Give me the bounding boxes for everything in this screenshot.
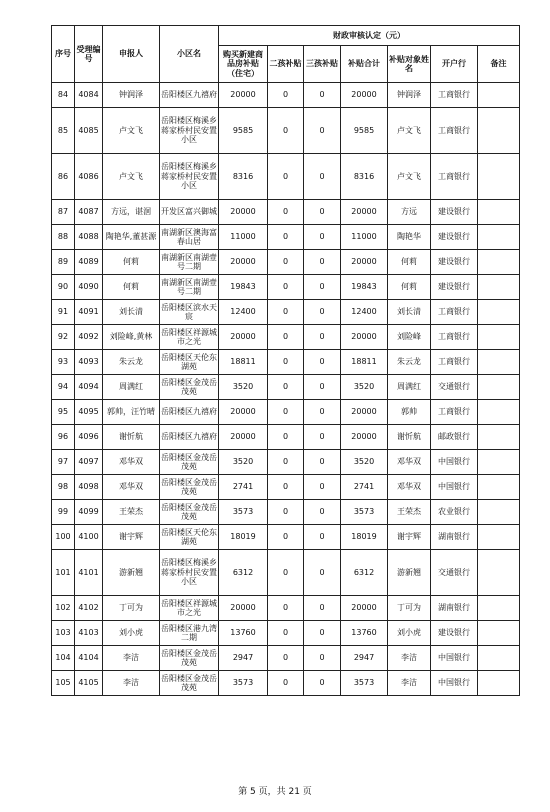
cell-remark	[478, 475, 520, 500]
cell-accept-no: 4096	[75, 425, 103, 450]
table-row	[52, 325, 520, 350]
page-footer: 第 5 页，共 21 页	[238, 787, 312, 797]
table-row	[52, 550, 520, 596]
cell-seq: 93	[52, 350, 75, 375]
cell-accept-no: 4105	[75, 671, 103, 696]
cell-second-child: 0	[268, 225, 304, 250]
cell-recipient: 李洁	[388, 646, 431, 671]
table-row	[52, 525, 520, 550]
cell-third-child: 0	[304, 425, 341, 450]
cell-recipient: 邓华双	[388, 450, 431, 475]
cell-total: 2741	[341, 475, 388, 500]
cell-seq: 91	[52, 300, 75, 325]
cell-accept-no: 4090	[75, 275, 103, 300]
cell-remark	[478, 325, 520, 350]
cell-recipient: 卢文飞	[388, 108, 431, 154]
header-second-child: 二孩补贴	[268, 46, 304, 83]
table-row	[52, 621, 520, 646]
cell-community: 岳阳楼区九禧府	[160, 400, 219, 425]
cell-bank: 工商银行	[431, 154, 478, 200]
cell-remark	[478, 425, 520, 450]
cell-total: 2947	[341, 646, 388, 671]
cell-house-subsidy: 11000	[219, 225, 268, 250]
cell-applicant: 邓华双	[103, 475, 160, 500]
cell-total: 11000	[341, 225, 388, 250]
cell-community: 岳阳楼区金茂岳茂苑	[160, 671, 219, 696]
cell-second-child: 0	[268, 375, 304, 400]
cell-bank: 交通银行	[431, 375, 478, 400]
cell-seq: 104	[52, 646, 75, 671]
header-applicant: 申报人	[103, 26, 160, 83]
cell-applicant: 游新翘	[103, 550, 160, 596]
cell-total: 3520	[341, 375, 388, 400]
cell-second-child: 0	[268, 475, 304, 500]
cell-seq: 92	[52, 325, 75, 350]
header-accept-no: 受理编号	[75, 26, 103, 83]
cell-accept-no: 4099	[75, 500, 103, 525]
cell-third-child: 0	[304, 621, 341, 646]
cell-house-subsidy: 18019	[219, 525, 268, 550]
cell-accept-no: 4088	[75, 225, 103, 250]
header-community: 小区名	[160, 26, 219, 83]
cell-total: 20000	[341, 83, 388, 108]
cell-accept-no: 4095	[75, 400, 103, 425]
cell-recipient: 游新翘	[388, 550, 431, 596]
cell-total: 20000	[341, 596, 388, 621]
cell-third-child: 0	[304, 646, 341, 671]
cell-recipient: 朱云龙	[388, 350, 431, 375]
cell-recipient: 卢文飞	[388, 154, 431, 200]
cell-bank: 中国银行	[431, 646, 478, 671]
cell-seq: 98	[52, 475, 75, 500]
cell-bank: 工商银行	[431, 350, 478, 375]
cell-bank: 中国银行	[431, 450, 478, 475]
cell-accept-no: 4092	[75, 325, 103, 350]
cell-bank: 建设银行	[431, 621, 478, 646]
cell-total: 20000	[341, 425, 388, 450]
cell-house-subsidy: 2741	[219, 475, 268, 500]
cell-seq: 103	[52, 621, 75, 646]
cell-accept-no: 4104	[75, 646, 103, 671]
cell-community: 岳阳楼区梅溪乡蒋家桥村民安置小区	[160, 550, 219, 596]
cell-seq: 102	[52, 596, 75, 621]
cell-seq: 86	[52, 154, 75, 200]
cell-applicant: 卢文飞	[103, 108, 160, 154]
cell-bank: 中国银行	[431, 671, 478, 696]
cell-accept-no: 4100	[75, 525, 103, 550]
cell-seq: 100	[52, 525, 75, 550]
cell-community: 开发区富兴御城	[160, 200, 219, 225]
table-header	[52, 26, 520, 83]
cell-community: 岳阳楼区金茂岳茂苑	[160, 450, 219, 475]
cell-third-child: 0	[304, 596, 341, 621]
cell-bank: 湖南银行	[431, 596, 478, 621]
cell-bank: 交通银行	[431, 550, 478, 596]
table-row	[52, 400, 520, 425]
cell-bank: 建设银行	[431, 275, 478, 300]
cell-recipient: 谢忻航	[388, 425, 431, 450]
header-remark: 备注	[478, 46, 520, 83]
cell-house-subsidy: 8316	[219, 154, 268, 200]
cell-house-subsidy: 6312	[219, 550, 268, 596]
cell-remark	[478, 450, 520, 475]
cell-applicant: 卢文飞	[103, 154, 160, 200]
cell-bank: 工商银行	[431, 325, 478, 350]
cell-second-child: 0	[268, 525, 304, 550]
cell-accept-no: 4084	[75, 83, 103, 108]
cell-recipient: 谢宇辉	[388, 525, 431, 550]
cell-recipient: 刘险峰	[388, 325, 431, 350]
cell-house-subsidy: 20000	[219, 250, 268, 275]
cell-community: 南湖新区南湖壹号二期	[160, 275, 219, 300]
cell-total: 20000	[341, 250, 388, 275]
header-third-child: 三孩补贴	[304, 46, 341, 83]
cell-second-child: 0	[268, 646, 304, 671]
cell-third-child: 0	[304, 300, 341, 325]
table-row	[52, 83, 520, 108]
cell-applicant: 王荣杰	[103, 500, 160, 525]
table-row	[52, 500, 520, 525]
cell-house-subsidy: 19843	[219, 275, 268, 300]
cell-house-subsidy: 20000	[219, 400, 268, 425]
cell-third-child: 0	[304, 475, 341, 500]
cell-bank: 建设银行	[431, 250, 478, 275]
cell-recipient: 王荣杰	[388, 500, 431, 525]
cell-third-child: 0	[304, 225, 341, 250]
cell-third-child: 0	[304, 83, 341, 108]
cell-third-child: 0	[304, 671, 341, 696]
cell-second-child: 0	[268, 621, 304, 646]
header-new-house-subsidy: 购买新建商品房补贴（住宅）	[219, 46, 268, 83]
cell-seq: 87	[52, 200, 75, 225]
table-row	[52, 154, 520, 200]
cell-recipient: 何莉	[388, 250, 431, 275]
cell-house-subsidy: 3520	[219, 450, 268, 475]
cell-seq: 84	[52, 83, 75, 108]
cell-bank: 中国银行	[431, 475, 478, 500]
cell-accept-no: 4097	[75, 450, 103, 475]
cell-applicant: 钟润泽	[103, 83, 160, 108]
cell-community: 岳阳楼区金茂岳茂苑	[160, 500, 219, 525]
cell-second-child: 0	[268, 250, 304, 275]
cell-total: 3573	[341, 500, 388, 525]
cell-total: 20000	[341, 200, 388, 225]
cell-seq: 85	[52, 108, 75, 154]
cell-total: 18811	[341, 350, 388, 375]
header-recipient: 补贴对象姓名	[388, 46, 431, 83]
cell-house-subsidy: 20000	[219, 425, 268, 450]
cell-house-subsidy: 12400	[219, 300, 268, 325]
header-subsidy-total: 补贴合计	[341, 46, 388, 83]
cell-seq: 94	[52, 375, 75, 400]
table-row	[52, 108, 520, 154]
cell-remark	[478, 225, 520, 250]
cell-third-child: 0	[304, 500, 341, 525]
table-row	[52, 475, 520, 500]
cell-total: 3520	[341, 450, 388, 475]
cell-second-child: 0	[268, 325, 304, 350]
cell-remark	[478, 400, 520, 425]
cell-community: 岳阳楼区祥源城市之光	[160, 596, 219, 621]
table-row	[52, 450, 520, 475]
cell-community: 岳阳楼区九禧府	[160, 425, 219, 450]
cell-community: 岳阳楼区金茂岳茂苑	[160, 375, 219, 400]
cell-remark	[478, 500, 520, 525]
cell-recipient: 钟润泽	[388, 83, 431, 108]
cell-accept-no: 4091	[75, 300, 103, 325]
cell-applicant: 刘长清	[103, 300, 160, 325]
cell-remark	[478, 671, 520, 696]
table-row	[52, 375, 520, 400]
cell-bank: 建设银行	[431, 200, 478, 225]
cell-second-child: 0	[268, 425, 304, 450]
cell-bank: 邮政银行	[431, 425, 478, 450]
cell-community: 南湖新区南湖壹号二期	[160, 250, 219, 275]
cell-second-child: 0	[268, 671, 304, 696]
cell-applicant: 刘险峰,黄林	[103, 325, 160, 350]
cell-applicant: 李洁	[103, 646, 160, 671]
cell-second-child: 0	[268, 500, 304, 525]
cell-community: 岳阳楼区金茂岳茂苑	[160, 475, 219, 500]
cell-seq: 89	[52, 250, 75, 275]
cell-remark	[478, 350, 520, 375]
cell-applicant: 邓华双	[103, 450, 160, 475]
cell-community: 岳阳楼区天伦东湖苑	[160, 525, 219, 550]
header-bank: 开户行	[431, 46, 478, 83]
cell-remark	[478, 154, 520, 200]
cell-applicant: 朱云龙	[103, 350, 160, 375]
cell-bank: 工商银行	[431, 300, 478, 325]
cell-remark	[478, 200, 520, 225]
cell-bank: 工商银行	[431, 83, 478, 108]
table-row	[52, 596, 520, 621]
cell-bank: 工商银行	[431, 400, 478, 425]
cell-total: 3573	[341, 671, 388, 696]
cell-applicant: 周满红	[103, 375, 160, 400]
cell-applicant: 丁可为	[103, 596, 160, 621]
cell-remark	[478, 83, 520, 108]
header-seq: 序号	[52, 26, 75, 83]
cell-community: 岳阳楼区金茂岳茂苑	[160, 646, 219, 671]
cell-applicant: 郭帅，汪竹晴	[103, 400, 160, 425]
cell-community: 岳阳楼区港九湾二期	[160, 621, 219, 646]
table-body	[52, 83, 520, 696]
cell-third-child: 0	[304, 400, 341, 425]
cell-accept-no: 4093	[75, 350, 103, 375]
cell-community: 岳阳楼区滨水天宸	[160, 300, 219, 325]
cell-third-child: 0	[304, 550, 341, 596]
cell-seq: 99	[52, 500, 75, 525]
table-row	[52, 425, 520, 450]
cell-seq: 96	[52, 425, 75, 450]
cell-remark	[478, 108, 520, 154]
cell-accept-no: 4089	[75, 250, 103, 275]
cell-accept-no: 4087	[75, 200, 103, 225]
cell-house-subsidy: 20000	[219, 596, 268, 621]
cell-community: 岳阳楼区九禧府	[160, 83, 219, 108]
cell-accept-no: 4098	[75, 475, 103, 500]
cell-remark	[478, 646, 520, 671]
cell-house-subsidy: 18811	[219, 350, 268, 375]
cell-second-child: 0	[268, 275, 304, 300]
cell-remark	[478, 525, 520, 550]
cell-house-subsidy: 9585	[219, 108, 268, 154]
cell-third-child: 0	[304, 325, 341, 350]
cell-applicant: 陶艳华,董甚源	[103, 225, 160, 250]
cell-community: 岳阳楼区梅溪乡蒋家桥村民安置小区	[160, 108, 219, 154]
cell-community: 南湖新区澳海富春山居	[160, 225, 219, 250]
cell-community: 岳阳楼区祥源城市之光	[160, 325, 219, 350]
cell-third-child: 0	[304, 108, 341, 154]
cell-house-subsidy: 20000	[219, 325, 268, 350]
cell-recipient: 郭帅	[388, 400, 431, 425]
cell-house-subsidy: 3573	[219, 500, 268, 525]
cell-total: 13760	[341, 621, 388, 646]
subsidy-table	[51, 25, 520, 696]
cell-house-subsidy: 20000	[219, 83, 268, 108]
cell-remark	[478, 621, 520, 646]
cell-second-child: 0	[268, 200, 304, 225]
cell-remark	[478, 275, 520, 300]
cell-third-child: 0	[304, 375, 341, 400]
cell-applicant: 何莉	[103, 250, 160, 275]
cell-seq: 90	[52, 275, 75, 300]
cell-remark	[478, 375, 520, 400]
cell-total: 9585	[341, 108, 388, 154]
cell-recipient: 邓华双	[388, 475, 431, 500]
cell-second-child: 0	[268, 154, 304, 200]
cell-total: 12400	[341, 300, 388, 325]
cell-second-child: 0	[268, 400, 304, 425]
cell-third-child: 0	[304, 200, 341, 225]
cell-remark	[478, 250, 520, 275]
cell-seq: 88	[52, 225, 75, 250]
header-review-group: 财政审核认定（元）	[219, 26, 520, 46]
cell-applicant: 何莉	[103, 275, 160, 300]
cell-second-child: 0	[268, 550, 304, 596]
cell-applicant: 刘小虎	[103, 621, 160, 646]
cell-second-child: 0	[268, 450, 304, 475]
cell-total: 20000	[341, 325, 388, 350]
cell-second-child: 0	[268, 350, 304, 375]
cell-third-child: 0	[304, 450, 341, 475]
cell-recipient: 何莉	[388, 275, 431, 300]
cell-accept-no: 4085	[75, 108, 103, 154]
cell-total: 6312	[341, 550, 388, 596]
cell-third-child: 0	[304, 154, 341, 200]
cell-recipient: 方远	[388, 200, 431, 225]
cell-accept-no: 4101	[75, 550, 103, 596]
cell-second-child: 0	[268, 83, 304, 108]
cell-recipient: 周满红	[388, 375, 431, 400]
cell-seq: 95	[52, 400, 75, 425]
cell-second-child: 0	[268, 300, 304, 325]
table-row	[52, 350, 520, 375]
cell-recipient: 李洁	[388, 671, 431, 696]
table-row	[52, 671, 520, 696]
cell-third-child: 0	[304, 525, 341, 550]
cell-remark	[478, 300, 520, 325]
cell-accept-no: 4094	[75, 375, 103, 400]
cell-recipient: 丁可为	[388, 596, 431, 621]
cell-house-subsidy: 2947	[219, 646, 268, 671]
cell-accept-no: 4102	[75, 596, 103, 621]
cell-third-child: 0	[304, 250, 341, 275]
table-row	[52, 646, 520, 671]
cell-bank: 农业银行	[431, 500, 478, 525]
cell-house-subsidy: 13760	[219, 621, 268, 646]
cell-recipient: 陶艳华	[388, 225, 431, 250]
cell-recipient: 刘长清	[388, 300, 431, 325]
cell-accept-no: 4086	[75, 154, 103, 200]
table-row	[52, 250, 520, 275]
table-row	[52, 200, 520, 225]
cell-remark	[478, 596, 520, 621]
cell-bank: 工商银行	[431, 108, 478, 154]
cell-bank: 建设银行	[431, 225, 478, 250]
cell-applicant: 李洁	[103, 671, 160, 696]
cell-community: 岳阳楼区天伦东湖苑	[160, 350, 219, 375]
cell-third-child: 0	[304, 350, 341, 375]
cell-house-subsidy: 3573	[219, 671, 268, 696]
cell-second-child: 0	[268, 596, 304, 621]
cell-second-child: 0	[268, 108, 304, 154]
cell-applicant: 谢宇辉	[103, 525, 160, 550]
cell-total: 20000	[341, 400, 388, 425]
cell-recipient: 刘小虎	[388, 621, 431, 646]
cell-total: 19843	[341, 275, 388, 300]
cell-seq: 105	[52, 671, 75, 696]
table-row	[52, 225, 520, 250]
cell-seq: 101	[52, 550, 75, 596]
cell-total: 18019	[341, 525, 388, 550]
cell-house-subsidy: 20000	[219, 200, 268, 225]
cell-house-subsidy: 3520	[219, 375, 268, 400]
table-row	[52, 300, 520, 325]
cell-applicant: 谢忻航	[103, 425, 160, 450]
cell-total: 8316	[341, 154, 388, 200]
cell-third-child: 0	[304, 275, 341, 300]
cell-bank: 湖南银行	[431, 525, 478, 550]
table-row	[52, 275, 520, 300]
cell-community: 岳阳楼区梅溪乡蒋家桥村民安置小区	[160, 154, 219, 200]
cell-remark	[478, 550, 520, 596]
cell-accept-no: 4103	[75, 621, 103, 646]
cell-applicant: 方远，谌洄	[103, 200, 160, 225]
cell-seq: 97	[52, 450, 75, 475]
